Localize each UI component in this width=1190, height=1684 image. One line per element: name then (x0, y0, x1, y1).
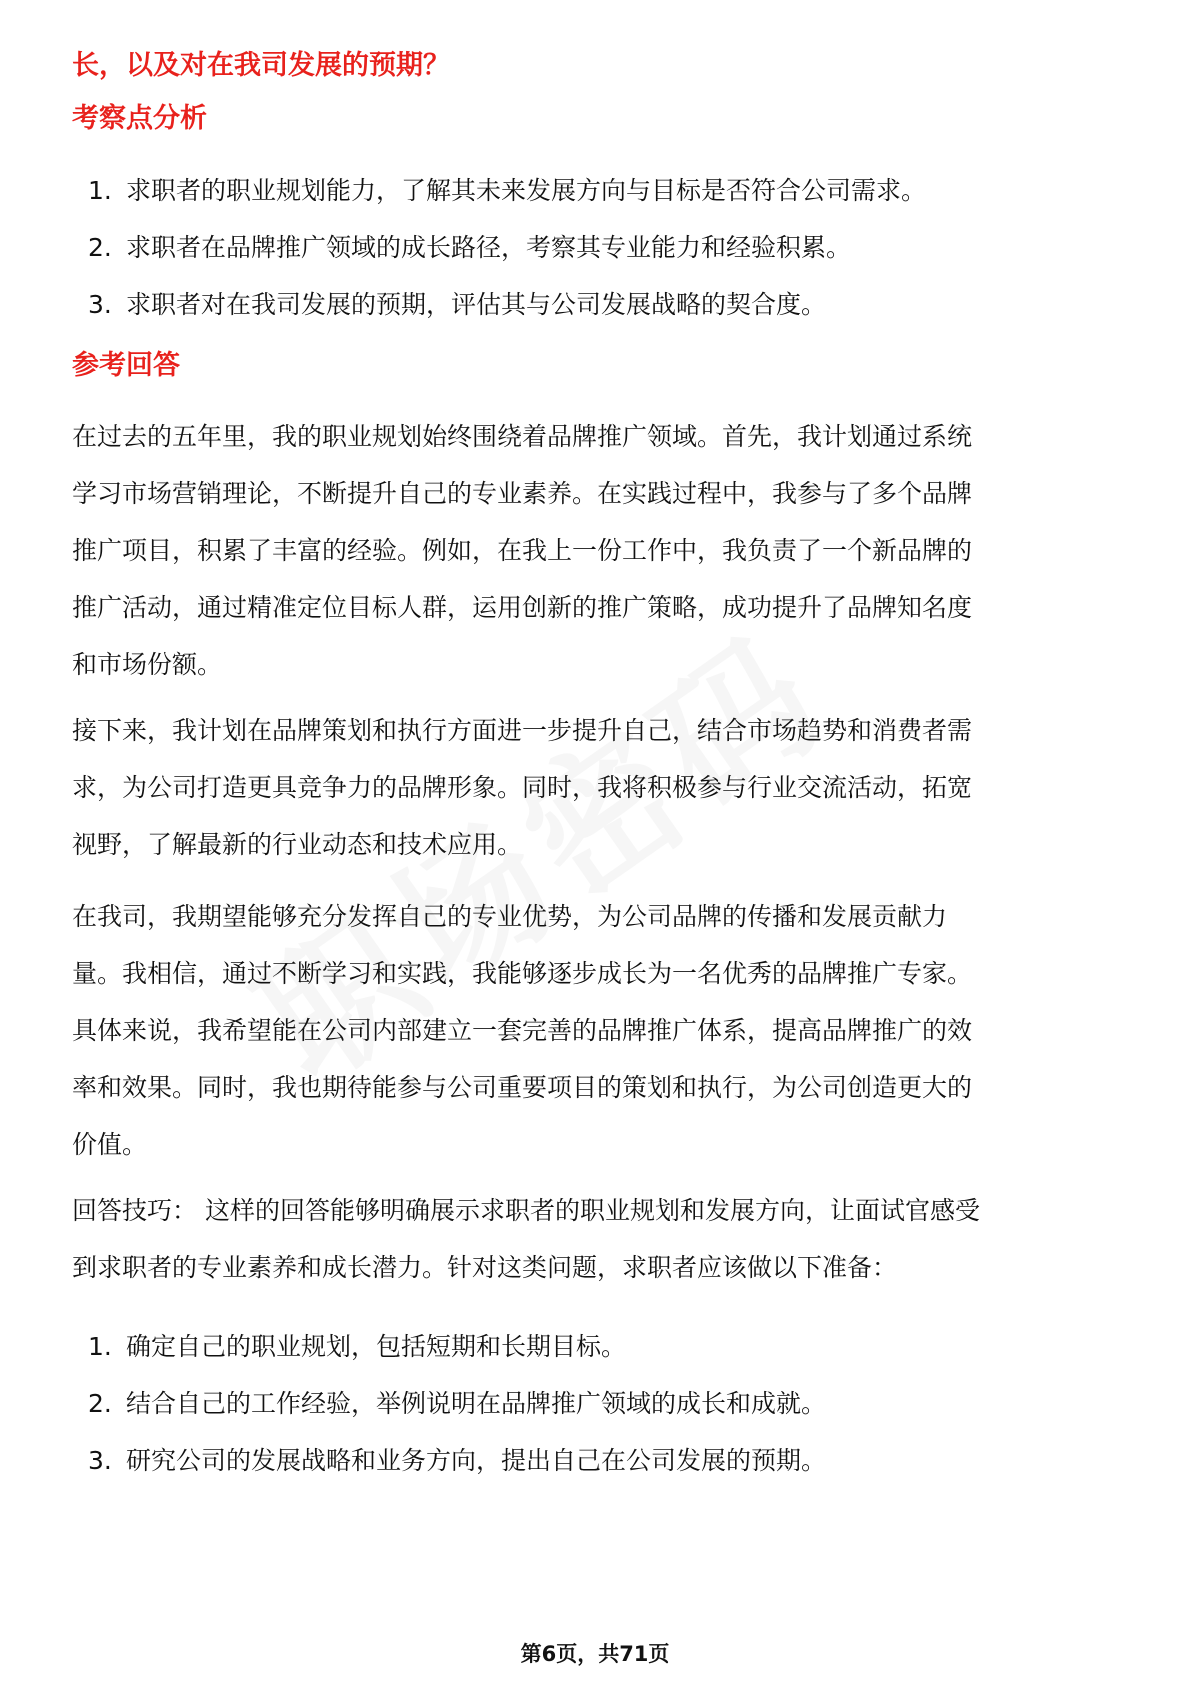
list-item-text: 确定自己的职业规划，包括短期和长期目标。 (126, 1332, 627, 1361)
answer-tips-intro (72, 1182, 1122, 1296)
paragraph-line: 学习市场营销理论，不断提升自己的专业素养。在实践过程中，我参与了多个品牌 (72, 479, 973, 508)
analysis-heading: 考察点分析 (72, 103, 207, 134)
list-item (88, 1443, 826, 1500)
list-number: 3. (88, 290, 112, 319)
paragraph-line: 量。我相信，通过不断学习和实践，我能够逐步成长为一名优秀的品牌推广专家。 (72, 959, 973, 988)
paragraph-line: 在我司，我期望能够充分发挥自己的专业优势，为公司品牌的传播和发展贡献力 (72, 902, 948, 931)
answer-paragraph-2 (72, 702, 1122, 873)
list-item (88, 1386, 826, 1443)
list-number: 1. (88, 1332, 112, 1361)
answer-heading: 参考回答 (72, 350, 180, 381)
list-item-text: 求职者在品牌推广领域的成长路径，考察其专业能力和经验积累。 (126, 233, 852, 262)
list-number: 2. (88, 1389, 112, 1418)
paragraph-line: 接下来，我计划在品牌策划和执行方面进一步提升自己，结合市场趋势和消费者需 (72, 716, 973, 745)
list-item (88, 1329, 826, 1386)
list-number: 2. (88, 233, 112, 262)
list-item (88, 173, 926, 230)
list-number: 3. (88, 1446, 112, 1475)
paragraph-line: 推广项目，积累了丰富的经验。例如，在我上一份工作中，我负责了一个新品牌的 (72, 536, 973, 565)
list-number: 1. (88, 176, 112, 205)
tips-list (88, 1329, 826, 1500)
answer-paragraph-1 (72, 408, 1122, 693)
list-item-text: 结合自己的工作经验，举例说明在品牌推广领域的成长和成就。 (126, 1389, 827, 1418)
list-item-text: 求职者对在我司发展的预期，评估其与公司发展战略的契合度。 (126, 290, 827, 319)
list-item-text: 研究公司的发展战略和业务方向，提出自己在公司发展的预期。 (126, 1446, 827, 1475)
paragraph-line: 视野，了解最新的行业动态和技术应用。 (72, 830, 523, 859)
paragraph-line: 推广活动，通过精准定位目标人群，运用创新的推广策略，成功提升了品牌知名度 (72, 593, 973, 622)
list-item (88, 230, 926, 287)
paragraph-line: 回答技巧： 这样的回答能够明确展示求职者的职业规划和发展方向，让面试官感受 (72, 1196, 980, 1225)
paragraph-line: 率和效果。同时，我也期待能参与公司重要项目的策划和执行，为公司创造更大的 (72, 1073, 973, 1102)
paragraph-line: 在过去的五年里，我的职业规划始终围绕着品牌推广领域。首先，我计划通过系统 (72, 422, 973, 451)
paragraph-line: 具体来说，我希望能在公司内部建立一套完善的品牌推广体系，提高品牌推广的效 (72, 1016, 973, 1045)
analysis-list (88, 173, 926, 344)
answer-paragraph-3 (72, 888, 1122, 1173)
paragraph-line: 和市场份额。 (72, 650, 223, 679)
paragraph-line: 到求职者的专业素养和成长潜力。针对这类问题，求职者应该做以下准备： (72, 1253, 898, 1282)
list-item-text: 求职者的职业规划能力，了解其未来发展方向与目标是否符合公司需求。 (126, 176, 927, 205)
paragraph-line: 求，为公司打造更具竞争力的品牌形象。同时，我将积极参与行业交流活动，拓宽 (72, 773, 973, 802)
page-footer: 第6页，共71页 (520, 1642, 670, 1666)
paragraph-line: 价值。 (72, 1130, 148, 1159)
list-item (88, 287, 926, 344)
question-tail: 长，以及对在我司发展的预期？ (72, 50, 450, 81)
